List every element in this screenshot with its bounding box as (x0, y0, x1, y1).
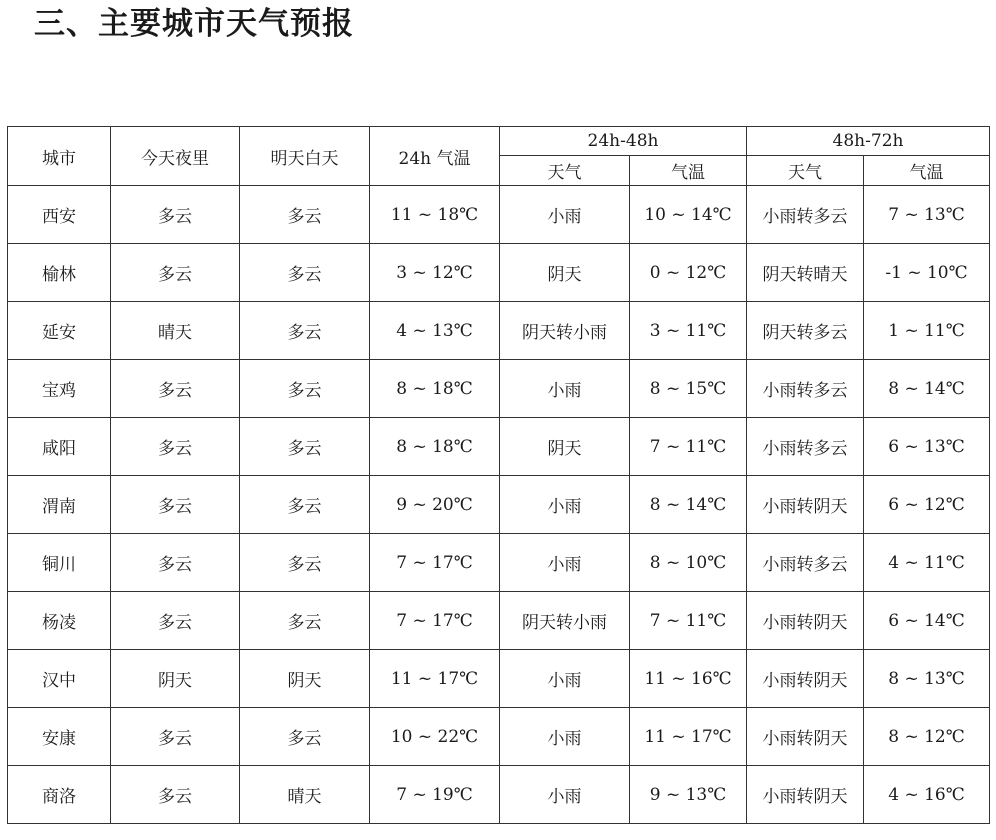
temp-48-72-cell: 7 ~ 13℃ (864, 186, 990, 244)
header-range-48-72: 48h-72h (747, 127, 990, 156)
temp-24h-cell: 10 ~ 22℃ (370, 708, 500, 766)
header-tomorrow-day: 明天白天 (240, 127, 370, 186)
temp-24-48-cell: 8 ~ 15℃ (630, 360, 747, 418)
tomorrow-day-weather-cell: 晴天 (240, 766, 370, 824)
table-row (8, 650, 990, 708)
weather-24-48-cell: 小雨 (500, 360, 630, 418)
header-tonight: 今天夜里 (111, 127, 240, 186)
weather-24-48-cell: 小雨 (500, 186, 630, 244)
temp-48-72-cell: -1 ~ 10℃ (864, 244, 990, 302)
temp-24-48-cell: 0 ~ 12℃ (630, 244, 747, 302)
city-cell: 渭南 (8, 476, 111, 534)
tonight-weather-cell: 多云 (111, 708, 240, 766)
tomorrow-day-weather-cell: 多云 (240, 592, 370, 650)
weather-24-48-cell: 阴天 (500, 418, 630, 476)
temp-48-72-cell: 4 ~ 11℃ (864, 534, 990, 592)
table-row (8, 592, 990, 650)
weather-48-72-cell: 小雨转阴天 (747, 766, 864, 824)
header-city: 城市 (8, 127, 111, 186)
tonight-weather-cell: 多云 (111, 766, 240, 824)
header-temp-24-48: 气温 (630, 156, 747, 186)
table-row (8, 418, 990, 476)
temp-24h-cell: 9 ~ 20℃ (370, 476, 500, 534)
weather-48-72-cell: 小雨转多云 (747, 418, 864, 476)
header-weather-48-72: 天气 (747, 156, 864, 186)
weather-48-72-cell: 小雨转多云 (747, 534, 864, 592)
tomorrow-day-weather-cell: 多云 (240, 534, 370, 592)
city-cell: 延安 (8, 302, 111, 360)
weather-24-48-cell: 小雨 (500, 650, 630, 708)
tonight-weather-cell: 多云 (111, 244, 240, 302)
temp-48-72-cell: 6 ~ 12℃ (864, 476, 990, 534)
tomorrow-day-weather-cell: 多云 (240, 244, 370, 302)
weather-24-48-cell: 小雨 (500, 766, 630, 824)
temp-24h-cell: 7 ~ 19℃ (370, 766, 500, 824)
tomorrow-day-weather-cell: 多云 (240, 418, 370, 476)
weather-24-48-cell: 小雨 (500, 708, 630, 766)
city-cell: 咸阳 (8, 418, 111, 476)
temp-24h-cell: 8 ~ 18℃ (370, 360, 500, 418)
temp-24h-cell: 7 ~ 17℃ (370, 592, 500, 650)
temp-24h-cell: 11 ~ 18℃ (370, 186, 500, 244)
temp-24h-cell: 4 ~ 13℃ (370, 302, 500, 360)
weather-48-72-cell: 小雨转多云 (747, 360, 864, 418)
tonight-weather-cell: 多云 (111, 476, 240, 534)
tomorrow-day-weather-cell: 多云 (240, 302, 370, 360)
header-row (8, 127, 990, 156)
header-temp-24h: 24h 气温 (370, 127, 500, 186)
page-title: 三、主要城市天气预报 (34, 6, 354, 42)
temp-24-48-cell: 3 ~ 11℃ (630, 302, 747, 360)
weather-48-72-cell: 小雨转多云 (747, 186, 864, 244)
temp-48-72-cell: 8 ~ 14℃ (864, 360, 990, 418)
city-cell: 铜川 (8, 534, 111, 592)
temp-24-48-cell: 8 ~ 10℃ (630, 534, 747, 592)
tomorrow-day-weather-cell: 多云 (240, 186, 370, 244)
temp-24-48-cell: 9 ~ 13℃ (630, 766, 747, 824)
temp-24h-cell: 7 ~ 17℃ (370, 534, 500, 592)
temp-24-48-cell: 8 ~ 14℃ (630, 476, 747, 534)
table-row (8, 244, 990, 302)
weather-24-48-cell: 阴天 (500, 244, 630, 302)
city-cell: 安康 (8, 708, 111, 766)
weather-24-48-cell: 小雨 (500, 476, 630, 534)
temp-48-72-cell: 8 ~ 13℃ (864, 650, 990, 708)
header-range-24-48: 24h-48h (500, 127, 747, 156)
temp-48-72-cell: 6 ~ 14℃ (864, 592, 990, 650)
weather-24-48-cell: 小雨 (500, 534, 630, 592)
temp-48-72-cell: 4 ~ 16℃ (864, 766, 990, 824)
city-cell: 商洛 (8, 766, 111, 824)
forecast-body (8, 186, 990, 824)
tonight-weather-cell: 多云 (111, 360, 240, 418)
temp-24-48-cell: 11 ~ 17℃ (630, 708, 747, 766)
temp-24h-cell: 11 ~ 17℃ (370, 650, 500, 708)
temp-24-48-cell: 10 ~ 14℃ (630, 186, 747, 244)
city-cell: 宝鸡 (8, 360, 111, 418)
city-cell: 杨凌 (8, 592, 111, 650)
tomorrow-day-weather-cell: 阴天 (240, 650, 370, 708)
tomorrow-day-weather-cell: 多云 (240, 476, 370, 534)
temp-24h-cell: 8 ~ 18℃ (370, 418, 500, 476)
tonight-weather-cell: 多云 (111, 418, 240, 476)
temp-24-48-cell: 7 ~ 11℃ (630, 418, 747, 476)
tonight-weather-cell: 多云 (111, 592, 240, 650)
city-cell: 西安 (8, 186, 111, 244)
weather-48-72-cell: 小雨转阴天 (747, 708, 864, 766)
city-cell: 榆林 (8, 244, 111, 302)
table-row (8, 302, 990, 360)
weather-48-72-cell: 阴天转多云 (747, 302, 864, 360)
city-cell: 汉中 (8, 650, 111, 708)
temp-24-48-cell: 7 ~ 11℃ (630, 592, 747, 650)
weather-48-72-cell: 小雨转阴天 (747, 592, 864, 650)
weather-48-72-cell: 阴天转晴天 (747, 244, 864, 302)
table-row (8, 186, 990, 244)
weather-24-48-cell: 阴天转小雨 (500, 592, 630, 650)
table-row (8, 360, 990, 418)
tomorrow-day-weather-cell: 多云 (240, 708, 370, 766)
weather-48-72-cell: 小雨转阴天 (747, 476, 864, 534)
table-row (8, 476, 990, 534)
tonight-weather-cell: 晴天 (111, 302, 240, 360)
table-row (8, 708, 990, 766)
tonight-weather-cell: 阴天 (111, 650, 240, 708)
table-row (8, 766, 990, 824)
table-row (8, 534, 990, 592)
weather-24-48-cell: 阴天转小雨 (500, 302, 630, 360)
temp-24-48-cell: 11 ~ 16℃ (630, 650, 747, 708)
tomorrow-day-weather-cell: 多云 (240, 360, 370, 418)
weather-48-72-cell: 小雨转阴天 (747, 650, 864, 708)
temp-24h-cell: 3 ~ 12℃ (370, 244, 500, 302)
forecast-table (7, 126, 990, 824)
header-temp-48-72: 气温 (864, 156, 990, 186)
tonight-weather-cell: 多云 (111, 534, 240, 592)
temp-48-72-cell: 8 ~ 12℃ (864, 708, 990, 766)
temp-48-72-cell: 6 ~ 13℃ (864, 418, 990, 476)
header-weather-24-48: 天气 (500, 156, 630, 186)
tonight-weather-cell: 多云 (111, 186, 240, 244)
temp-48-72-cell: 1 ~ 11℃ (864, 302, 990, 360)
